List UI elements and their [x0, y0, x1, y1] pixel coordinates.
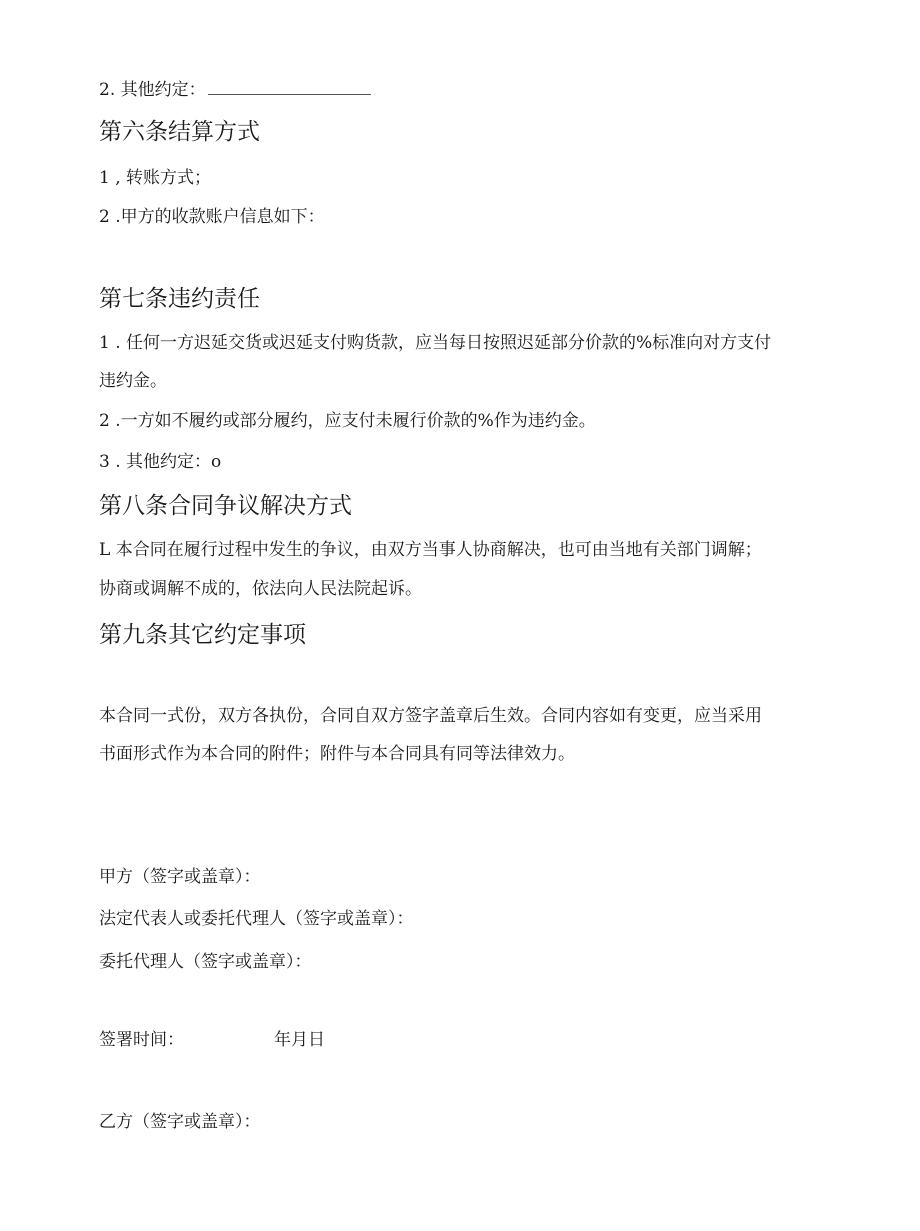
section-9-paragraph-line-1: 本合同一式份，双方各执份，合同自双方签字盖章后生效。合同内容如有变更，应当采用	[99, 706, 762, 726]
other-agreement-line	[99, 79, 371, 101]
section-7-item-2: 2 .一方如不履约或部分履约，应支付未履行价款的%作为违约金。	[99, 411, 596, 431]
section-7-item-1-line-1: 1 . 任何一方迟延交货或迟延支付购货款，应当每日按照迟延部分价款的%标准向对方支付	[99, 333, 772, 353]
agent-signature-label: 委托代理人（签字或盖章）：	[99, 952, 312, 972]
section-8-line-2: 协商或调解不成的，依法向人民法院起诉。	[99, 579, 422, 599]
section-7-item-1-line-2: 违约金。	[99, 371, 167, 391]
signing-date-label: 签署时间：	[99, 1030, 184, 1050]
section-9-heading: 第九条其它约定事项	[99, 622, 306, 648]
fill-in-blank	[208, 80, 371, 95]
section-8-heading: 第八条合同争议解决方式	[99, 493, 352, 519]
section-6-item-2: 2 .甲方的收款账户信息如下：	[99, 207, 325, 227]
section-8-line-1: L 本合同在履行过程中发生的争议，由双方当事人协商解决，也可由当地有关部门调解；	[99, 540, 762, 560]
section-7-heading: 第七条违约责任	[99, 286, 260, 312]
legal-rep-signature-label: 法定代表人或委托代理人（签字或盖章）：	[99, 909, 414, 929]
section-7-item-3: 3 . 其他约定：o	[99, 452, 222, 472]
signing-date-line	[99, 1029, 325, 1051]
party-b-signature-label: 乙方（签字或盖章）：	[99, 1112, 261, 1132]
section-9-paragraph-line-2: 书面形式作为本合同的附件；附件与本合同具有同等法律效力。	[99, 744, 575, 764]
other-agreement-label: 2. 其他约定：	[99, 80, 206, 100]
party-a-signature-label: 甲方（签字或盖章）：	[99, 867, 261, 887]
section-6-item-1: 1 , 转账方式；	[99, 168, 212, 188]
signing-date-value: 年月日	[274, 1030, 325, 1050]
section-6-heading: 第六条结算方式	[99, 119, 260, 145]
